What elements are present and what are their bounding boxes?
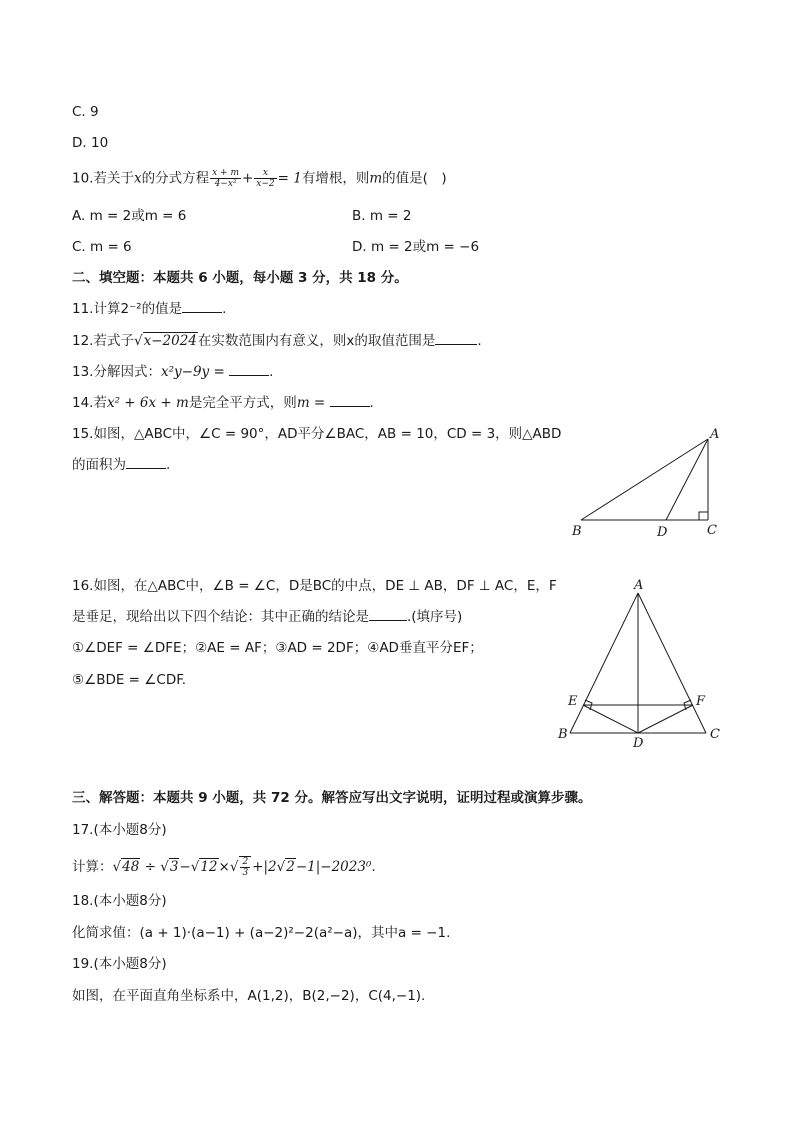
q10-var-x: x xyxy=(133,170,142,187)
q12-blank xyxy=(435,332,477,345)
q15-line-1: 15.如图，△ABC中，∠C = 90°，AD平分∠BAC，AB = 10，CD = 3，则△ABD xyxy=(72,426,562,442)
q16-side-ab xyxy=(570,593,638,733)
q16-label-f: F xyxy=(696,694,706,709)
q17-expression: 计算：√48 ÷ √3−√12×√ $\frac{2}{3}$ +|2√2−1|−2023⁰. xyxy=(72,857,376,878)
q15-segment-ad xyxy=(666,439,708,520)
q15-label-d: D xyxy=(657,525,668,540)
q10-suffix-2: 的值是( ) xyxy=(382,170,447,187)
q10-plus: + xyxy=(241,170,254,187)
q10-option-c: C. m = 6 xyxy=(72,239,132,255)
q16-label-c: C xyxy=(710,727,720,742)
q10-mid: 的分式方程 xyxy=(141,170,210,187)
q14-blank xyxy=(330,394,370,407)
q16-figure xyxy=(550,573,730,753)
section-2-title: 二、填空题：本题共 6 小题，每小题 3 分，共 18 分。 xyxy=(72,270,408,286)
q10-stem xyxy=(72,168,447,189)
q9-option-d: D. 10 xyxy=(72,135,109,151)
q18-header: 18.(本小题8分) xyxy=(72,893,167,909)
q13-blank xyxy=(229,363,269,376)
q19-text: 如图，在平面直角坐标系中，A(1,2)，B(2,−2)，C(4,−1). xyxy=(72,988,426,1004)
q15-right-angle-mark xyxy=(699,512,708,520)
q16-line-1: 16.如图，在△ABC中，∠B = ∠C，D是BC的中点，DE ⊥ AB，DF ⊥ AC，E，F xyxy=(72,578,557,594)
q16-label-d: D xyxy=(633,736,644,751)
q15-label-a: A xyxy=(710,427,720,442)
q10-prefix: 10.若关于 xyxy=(72,170,134,187)
q10-fraction-1: $\frac{x + m}{\text{4−x²}}$ xyxy=(212,168,239,189)
q19-header: 19.(本小题8分) xyxy=(72,956,167,972)
q16-side-ac xyxy=(638,593,706,733)
q11-blank xyxy=(182,300,222,313)
q9-option-c: C. 9 xyxy=(72,104,99,120)
q12: 12.若式子√x−2024在实数范围内有意义，则x的取值范围是 . xyxy=(72,333,482,349)
section-3-title: 三、解答题：本题共 9 小题，共 72 分。解答应写出文字说明，证明过程或演算步骤。 xyxy=(72,790,592,806)
q10-option-a: A. m = 2或m = 6 xyxy=(72,208,187,224)
q11: 11.计算2⁻²的值是 . xyxy=(72,301,227,317)
q16-blank xyxy=(369,608,407,621)
q15-label-c: C xyxy=(707,523,717,538)
q18-text: 化简求值：(a + 1)·(a−1) + (a−2)²−2(a²−a)，其中a = −1. xyxy=(72,925,451,941)
q15-blank xyxy=(126,456,166,469)
q16-segment-de xyxy=(583,705,638,733)
q16-line-4: ⑤∠BDE = ∠CDF. xyxy=(72,672,187,688)
q16-label-a: A xyxy=(634,578,644,593)
q10-suffix-1: 有增根，则 xyxy=(301,170,370,187)
q15-line-2: 的面积为 . xyxy=(72,457,171,473)
q13: 13.分解因式：x²y−9y = . xyxy=(72,364,274,380)
q12-radicand: x−2024 xyxy=(143,333,197,349)
q14: 14.若x² + 6x + m是完全平方式，则m = . xyxy=(72,395,374,411)
q15-figure xyxy=(560,420,730,545)
q16-segment-df xyxy=(638,705,693,733)
q10-option-d: D. m = 2或m = −6 xyxy=(352,239,480,255)
q16-line-3: ①∠DEF = ∠DFE；②AE = AF；③AD = 2DF；④AD垂直平分EF； xyxy=(72,640,483,656)
q16-label-e: E xyxy=(568,694,578,709)
q10-option-b: B. m = 2 xyxy=(352,208,412,224)
q16-line-2: 是垂足，现给出以下四个结论：其中正确的结论是 .(填序号) xyxy=(72,609,463,625)
q10-fraction-2: $\frac{x}{x-2}$ xyxy=(256,168,275,189)
q15-label-b: B xyxy=(572,524,582,539)
q15-side-ab xyxy=(581,439,708,520)
q17-fraction: $\frac{2}{3}$ xyxy=(239,856,251,878)
q10-var-m: m xyxy=(369,170,383,187)
q17-header: 17.(本小题8分) xyxy=(72,822,167,838)
q10-eq: = 1 xyxy=(277,170,302,187)
q16-label-b: B xyxy=(558,727,568,742)
